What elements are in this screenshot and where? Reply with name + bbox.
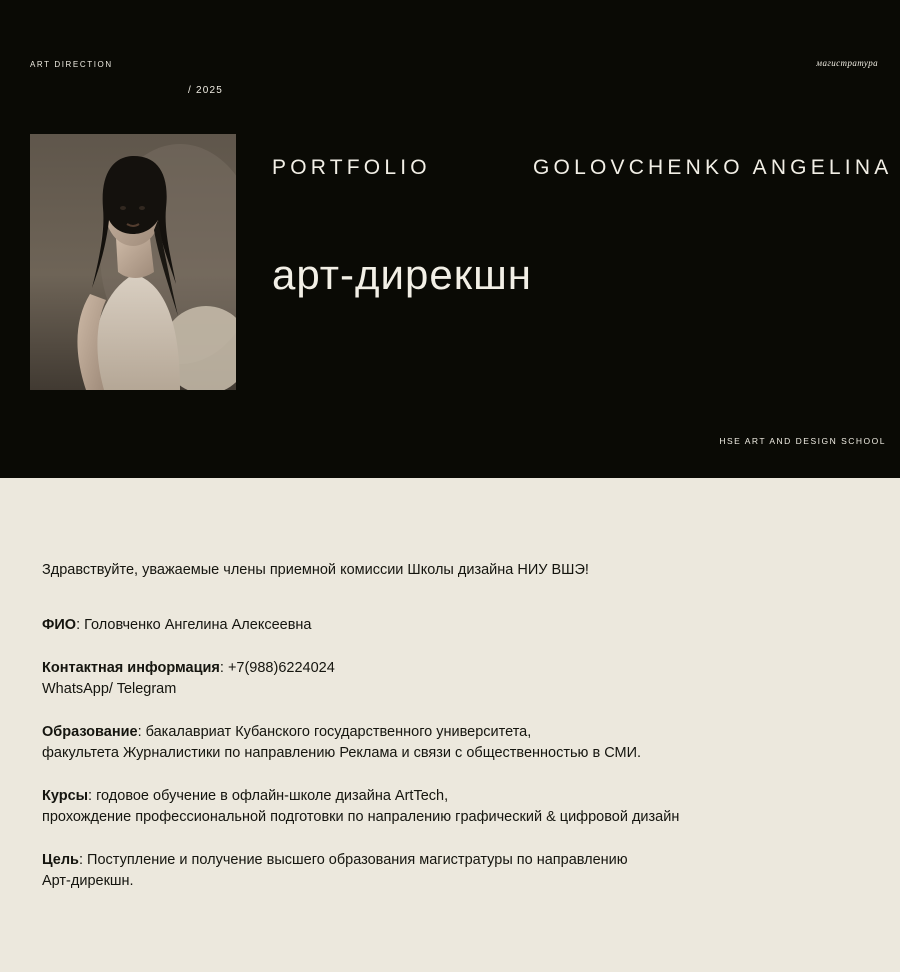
info-block-contacts	[42, 658, 842, 700]
hero-year: / 2025	[188, 85, 224, 96]
hero-school-label: HSE ART AND DESIGN SCHOOL	[719, 436, 886, 446]
info-block-fio	[42, 615, 842, 636]
info-value: : годовое обучение в офлайн-школе дизайна ArtTech,	[88, 788, 449, 804]
hero-label-magistratura: магистратура	[816, 58, 878, 68]
info-label: Курсы	[42, 788, 89, 804]
hero-title: арт-дирекшн	[272, 251, 532, 298]
greeting-text: Здравствуйте, уважаемые члены приемной комиссии Школы дизайна НИУ ВШЭ!	[42, 562, 589, 578]
info-value-line: факультета Журналистики по направлению Реклама и связи с общественностью в СМИ.	[42, 745, 642, 761]
hero-author-name: GOLOVCHENKO ANGELINA	[533, 156, 893, 179]
info-value: : Поступление и получение высшего образования магистратуры по направлению	[78, 852, 628, 868]
info-value-line: WhatsApp/ Telegram	[42, 681, 177, 697]
info-label: Цель	[42, 852, 79, 868]
info-value-line: Арт-дирекшн.	[42, 873, 134, 889]
info-label: ФИО	[42, 617, 77, 633]
info-value-line: прохождение профессиональной подготовки по напралению графический & цифровой дизайн	[42, 809, 680, 825]
info-value: : Головченко Ангелина Алексеевна	[76, 617, 312, 633]
info-block-education	[42, 722, 842, 764]
info-block-goal	[42, 850, 842, 892]
hero-word-portfolio: PORTFOLIO	[272, 156, 431, 179]
info-value: : бакалавриат Кубанского государственного университета,	[137, 724, 532, 740]
intro-content	[42, 560, 842, 914]
info-value: : +7(988)6224024	[219, 660, 335, 676]
info-label: Образование	[42, 724, 138, 740]
hero-section	[0, 0, 900, 478]
info-block-courses	[42, 786, 842, 828]
portrait-photo	[30, 134, 236, 390]
hero-label-art-direction: ART DIRECTION	[30, 60, 113, 69]
info-label: Контактная информация	[42, 660, 220, 676]
